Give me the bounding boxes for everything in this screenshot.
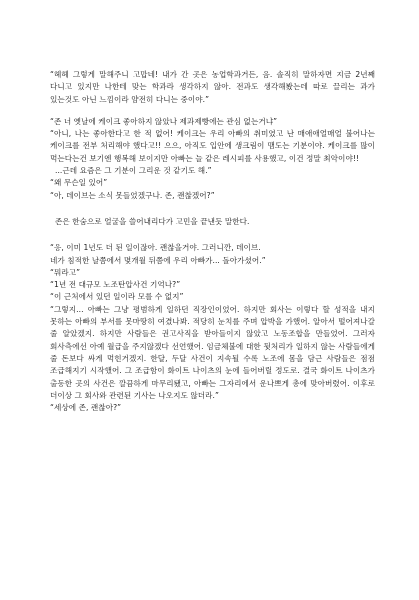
paragraph-2: “존 너 옛날에 케이크 좋아하지 않았나 제과제빵에는 관심 없는거냐” — [50, 116, 278, 126]
paragraph-14: “세상에 존, 괜찮아?” — [50, 403, 122, 413]
paragraph-7: 존은 한숨으로 얼굴을 쓸어내리다가 고민을 끝낸듯 말한다. — [55, 216, 250, 226]
paragraph-5: “왜 무슨일 있어” — [50, 178, 108, 188]
paragraph-4: ...근데 요즘은 그 기분이 그리운 것 같기도 해.” — [55, 166, 212, 176]
paragraph-12: “이 근처에서 있던 일이라 모를 수 없지” — [50, 292, 184, 302]
paragraph-3: “아니, 나는 좋아한다고 한 적 없어! 케이크는 우리 아빠의 취미였고 난 매애애얼매얼 불어나는 케이크를 전부 처리해야 했다고!! 으으, 아직도 입안에 생크림이 맴도는 기분이야. 케이크를 많이 먹는다는건 보기엔 행복해 보이지만 아빠는 늘 같은 레시피를 사용했고, 이건 정말 최악이야!! — [50, 129, 375, 163]
paragraph-10: “뭐라고” — [50, 267, 81, 277]
paragraph-8: “응, 이미 1년도 더 된 일이잖아. 괜찮을거야. 그러니깐, 데이브. — [50, 243, 261, 253]
paragraph-11: “1년 전 대규모 노조탄압사건 기억나?” — [50, 280, 181, 290]
paragraph-6: “아, 데이브는 소식 못들었겠구나. 존, 괜찮겠어?” — [50, 190, 215, 200]
paragraph-1: “헤헤 그렇게 말해주니 고맙네! 내가 간 곳은 농업학과거든, 음. 솔직히 말하자면 지금 2년째 다니고 있지만 나한테 맞는 학과라 생각하지 않아. 전과도 생각해봤는데 따로 끌리는 과가 있는것도 아닌 느낌이라 얌전히 다니는 중이야.” — [50, 70, 375, 104]
paragraph-13: “그렇지... 아빠는 그냥 평범하게 일하던 직장인이었어. 하지만 회사는 이렇다 할 성적을 내지 못하는 아빠의 부서를 못마땅히 여겼나봐. 적당히 눈치를 주며 압박을 가했어. 알아서 떨어져나갈 줄 알았겠지. 하지만 사람들은 권고사직을 받아들이지 않았고 노동조합을 만들었어. 그러자 회사측에선 아예 월급을 주지않겠다 선언했어. 임금체불에 대한 뒷처리가 일하지 않는 사람들에게 줄 돈보다 싸게 먹힌거겠지. 한달, 두달 사건이 지속될 수록 노조에 몸을 담근 사람들은 점점 조급해지기 시작했어. 그 조급함이 화이트 나이츠의 눈에 들어버릴 정도로. 결국 화이트 나이츠가 출동한 곳의 사건은 깔끔하게 마무리됐고, 아빠는 그자리에서 운나쁘게 총에 맞아버렸어. 이후로 더이상 그 회사와 관련된 기사는 나오지도 않더라.” — [50, 304, 375, 400]
paragraph-9: 네가 침적한 날쯤에서 몇개월 뒤쯤에 우리 아빠가... 돌아가셨어.” — [50, 255, 266, 265]
